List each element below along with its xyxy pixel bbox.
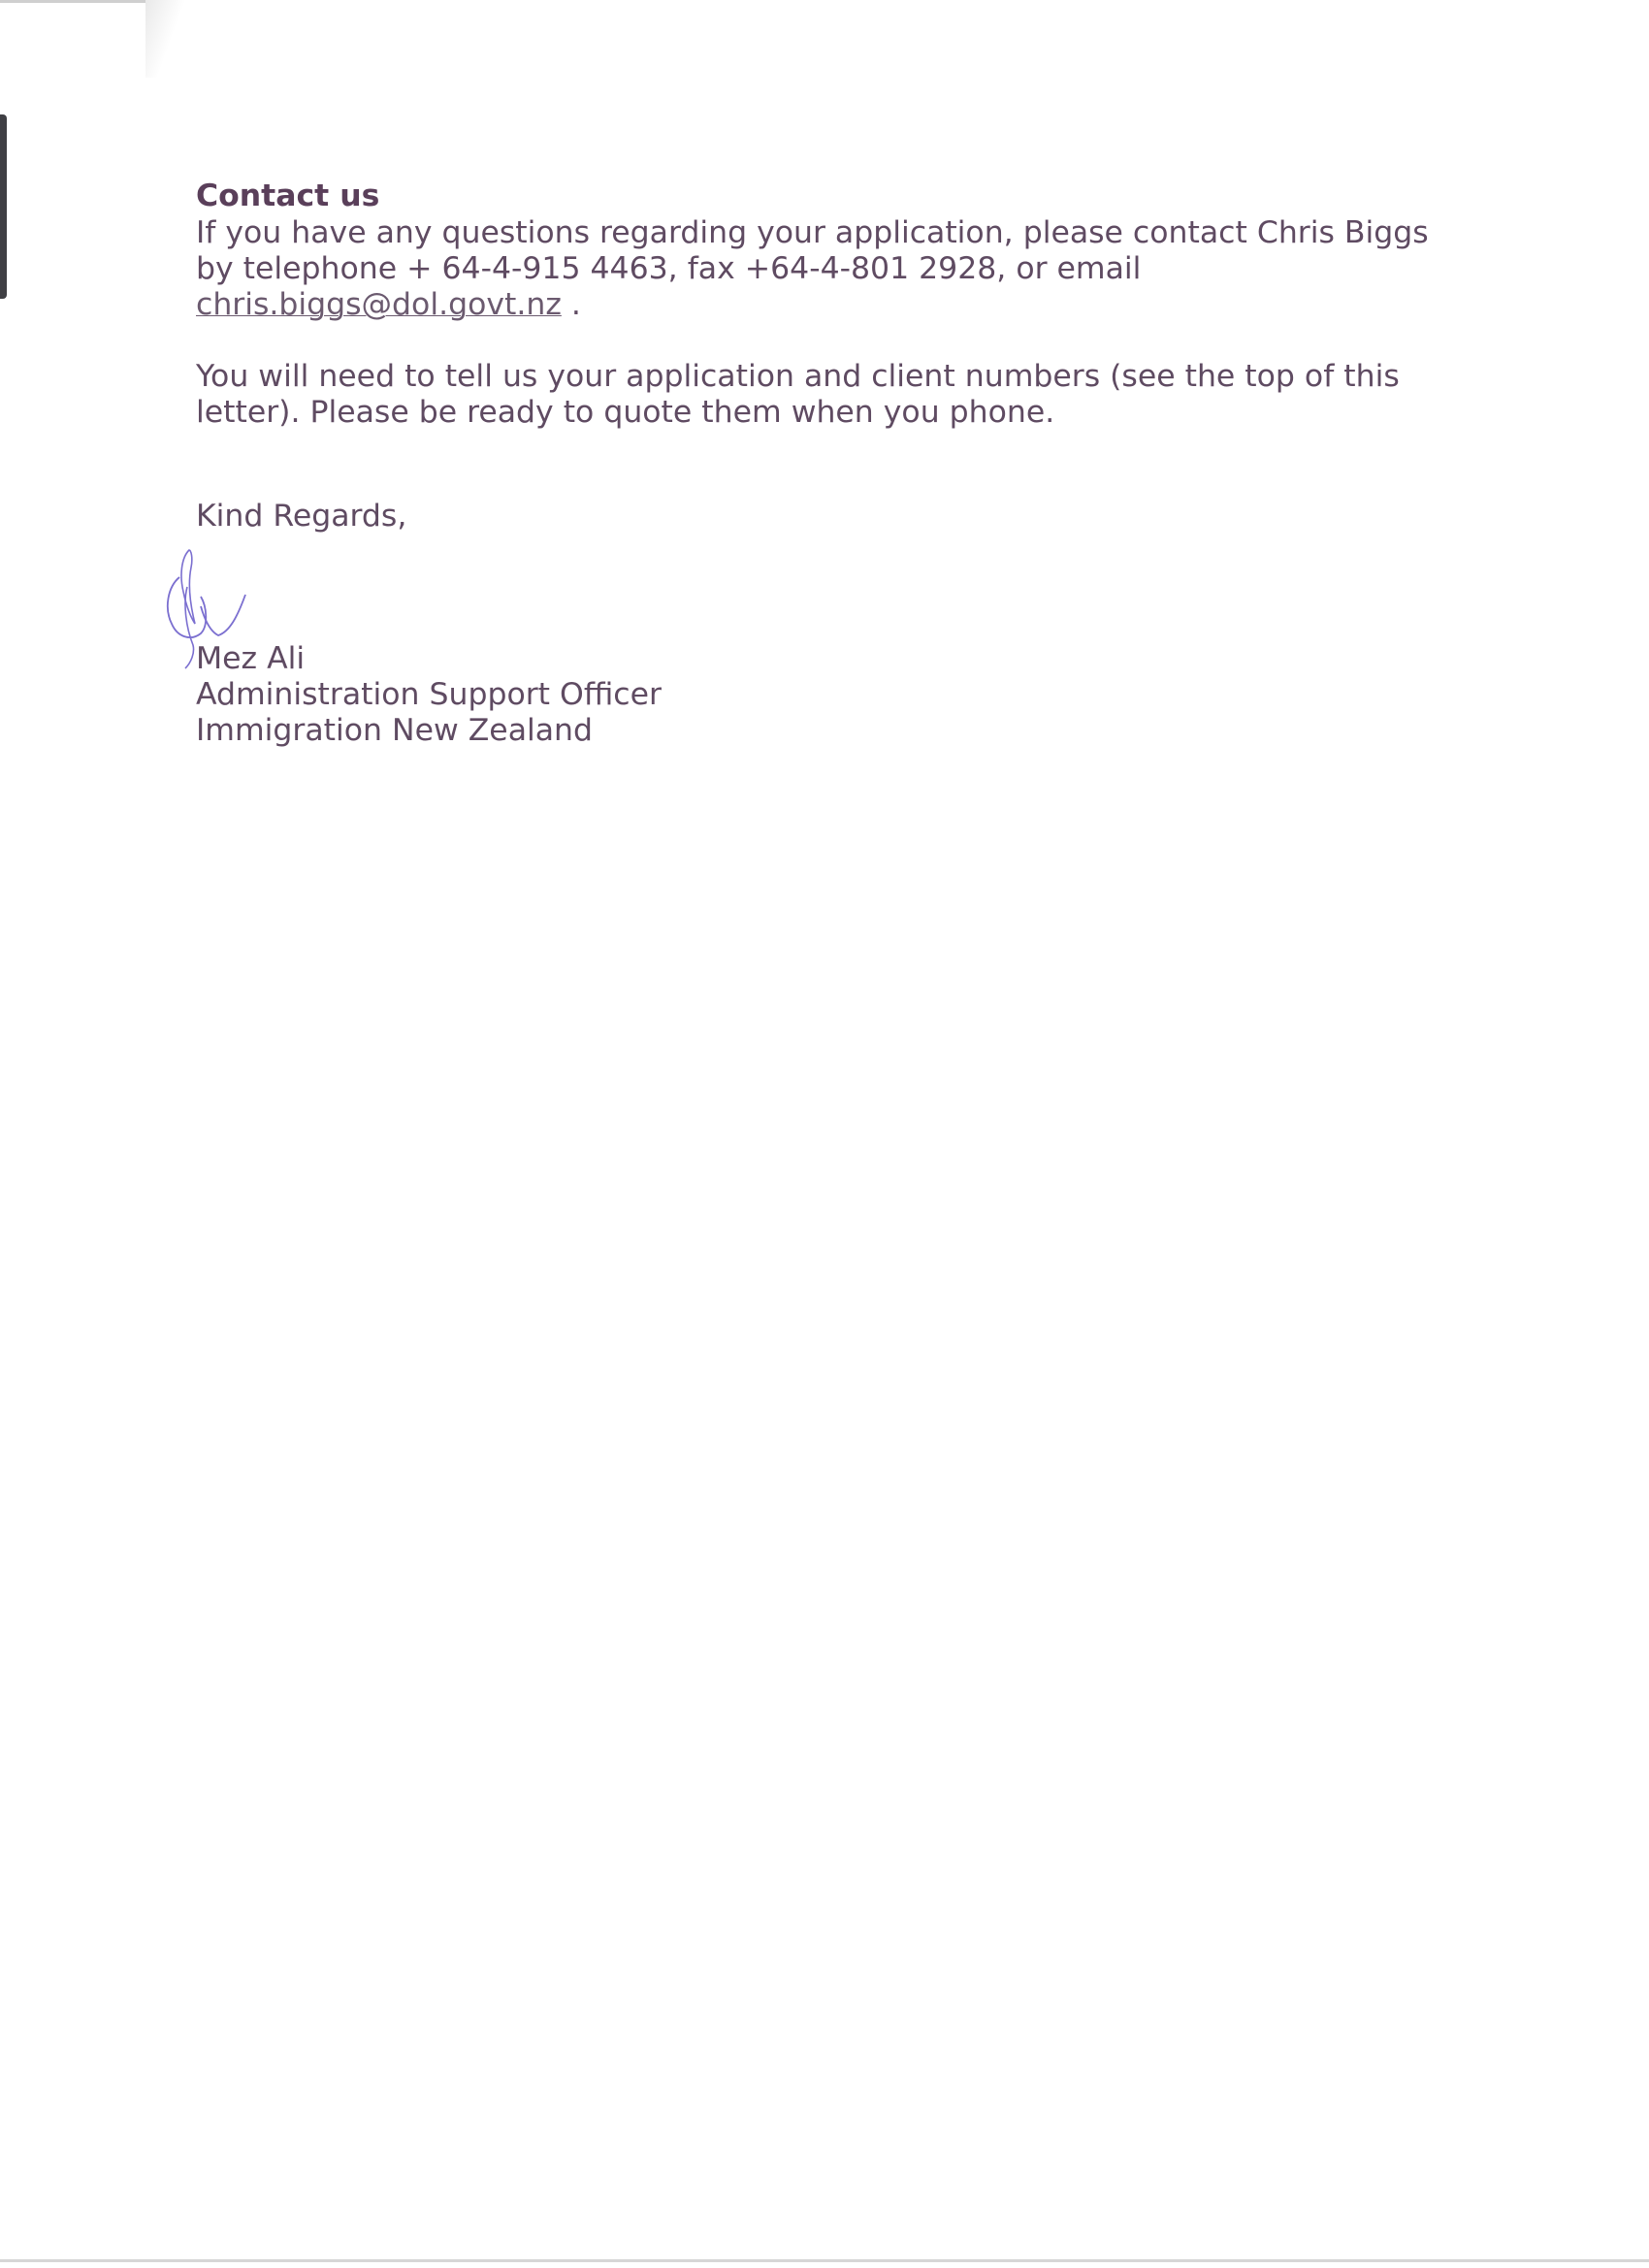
handwritten-signature <box>162 548 298 684</box>
contact-us-heading: Contact us <box>196 178 380 213</box>
contact-text-end: . <box>561 287 581 322</box>
signature-area <box>196 544 1457 680</box>
numbers-paragraph: You will need to tell us your application and client numbers (see the top of this letter). Please be ready to quote them when you phone. <box>196 359 1400 430</box>
scan-bottom-edge <box>0 2259 1649 2262</box>
letter-body <box>196 177 1457 749</box>
signer-name: Mez Ali <box>196 641 306 676</box>
contact-text: If you have any questions regarding your application, please contact Chris Biggs by telephone + 64-4-915 4463, fax +64-4-801 2928, or email <box>196 215 1429 286</box>
contact-paragraph <box>196 215 1457 323</box>
email-link[interactable]: chris.biggs@dol.govt.nz <box>196 287 562 322</box>
scan-binding-shadow <box>0 114 7 299</box>
signer-organisation: Immigration New Zealand <box>196 713 594 748</box>
scan-corner-fold <box>146 0 184 78</box>
closing-salutation: Kind Regards, <box>196 499 407 534</box>
signer-title: Administration Support Officer <box>196 677 662 712</box>
